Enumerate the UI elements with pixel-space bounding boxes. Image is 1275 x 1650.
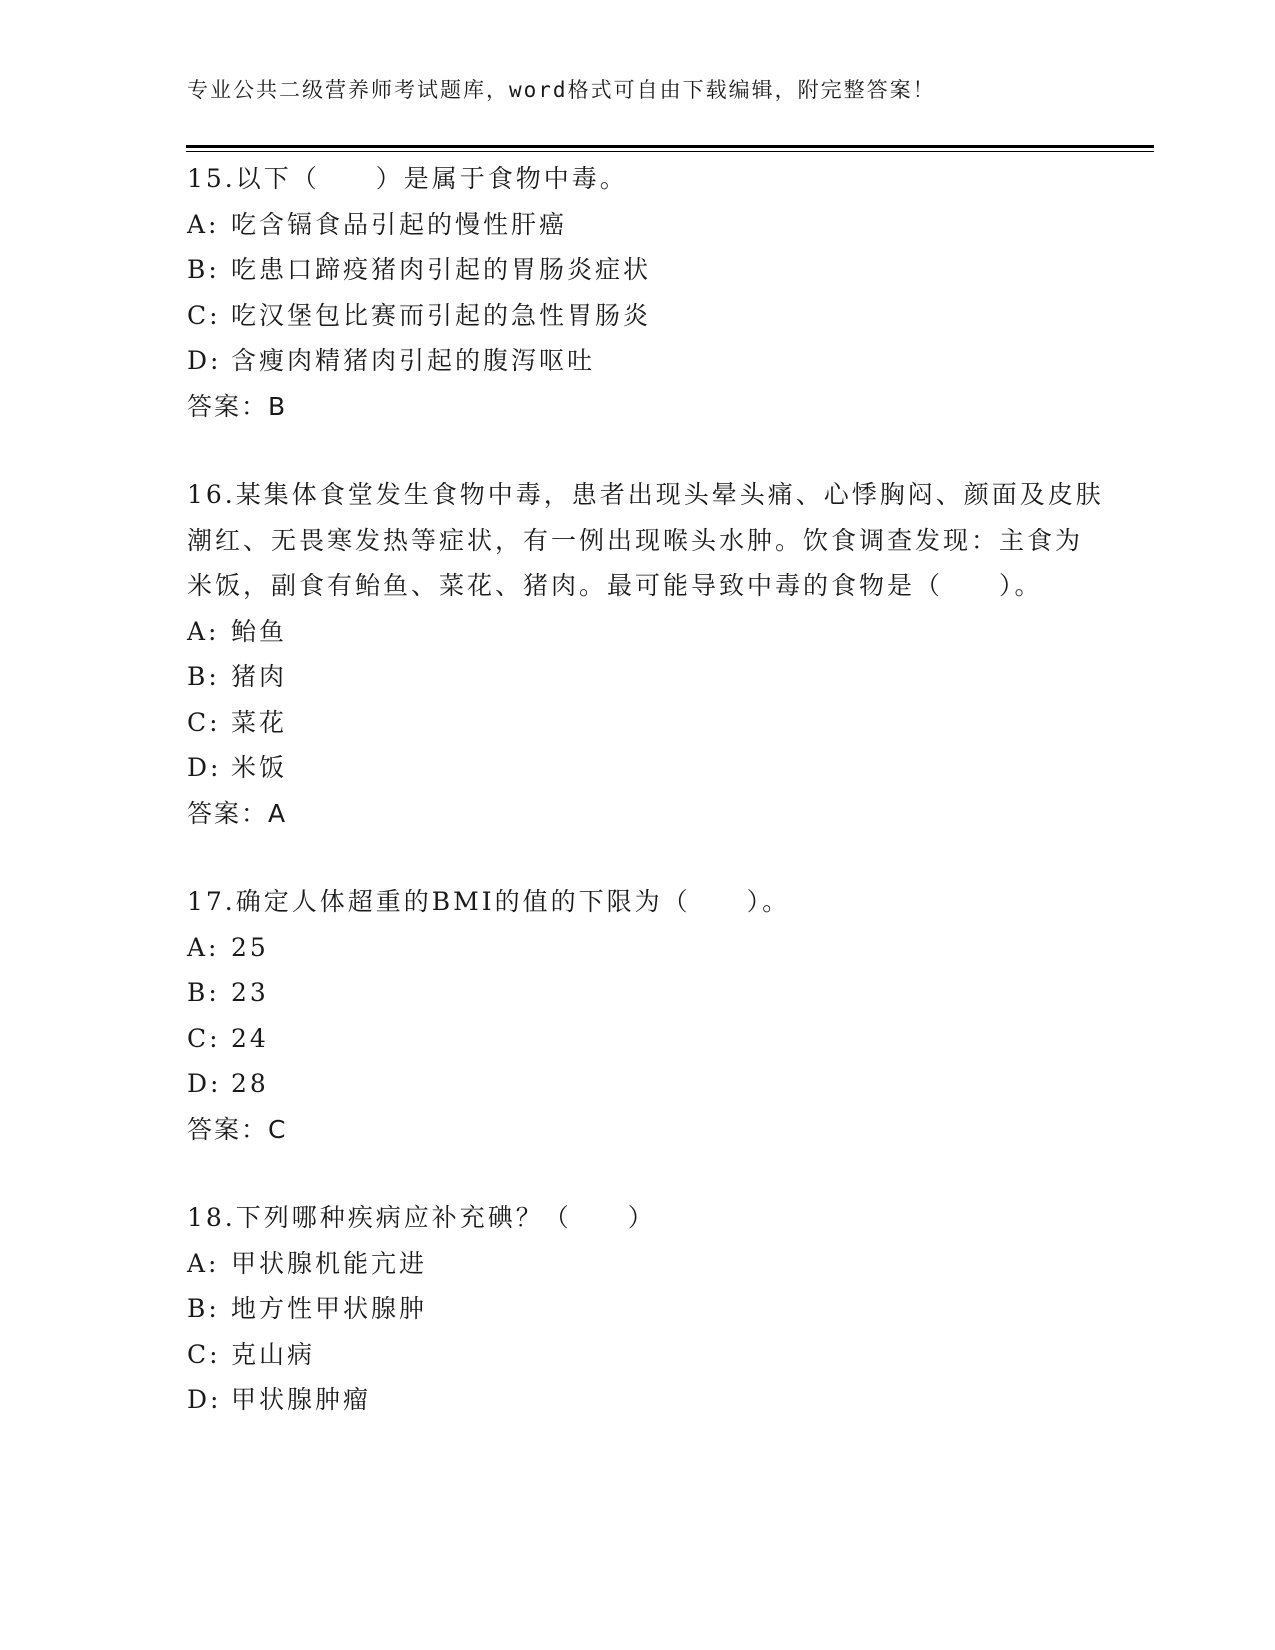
option-a bbox=[187, 202, 1107, 248]
option-letter: A: bbox=[187, 209, 220, 239]
option-d bbox=[187, 338, 1107, 384]
option-text: 吃患口蹄疫猪肉引起的胃肠炎症状 bbox=[231, 255, 652, 284]
option-b bbox=[187, 970, 1107, 1016]
option-text: 克山病 bbox=[231, 1339, 316, 1369]
option-letter: C: bbox=[187, 707, 221, 737]
option-letter: C: bbox=[187, 300, 221, 330]
option-c bbox=[187, 700, 1107, 746]
option-text: 吃含镉食品引起的慢性肝癌 bbox=[231, 209, 568, 239]
option-text: 24 bbox=[231, 1023, 269, 1053]
option-text: 23 bbox=[231, 978, 269, 1007]
option-a bbox=[187, 609, 1107, 655]
answer-text: 答案：C bbox=[187, 1114, 288, 1144]
option-letter: A: bbox=[187, 616, 220, 646]
option-a bbox=[187, 925, 1107, 971]
option-text: 甲状腺肿瘤 bbox=[231, 1385, 372, 1414]
question-text: 16.某集体食堂发生食物中毒，患者出现头晕头痛、心悸胸闷、颜面及皮肤潮红、无畏寒发热等症状，有一例出现喉头水肿。饮食调查发现：主食为米饭，副食有鲐鱼、菜花、猪肉。最可能导致中毒的食物是（ ）。 bbox=[187, 480, 1104, 600]
option-letter: D: bbox=[187, 346, 222, 375]
option-d bbox=[187, 1377, 1107, 1423]
header-rule-thin bbox=[186, 151, 1154, 152]
question-15 bbox=[187, 156, 1107, 429]
option-a bbox=[187, 1241, 1107, 1287]
option-b bbox=[187, 654, 1107, 700]
option-b bbox=[187, 247, 1107, 293]
option-letter: D: bbox=[187, 1385, 222, 1414]
answer-text: 答案：A bbox=[187, 798, 288, 828]
question-list bbox=[187, 156, 1107, 1466]
question-text: 18.下列哪种疾病应补充碘？（ ） bbox=[187, 1203, 656, 1232]
option-letter: B: bbox=[187, 662, 220, 691]
option-text: 地方性甲状腺肿 bbox=[231, 1294, 428, 1323]
page-header: 专业公共二级营养师考试题库，word格式可自由下载编辑，附完整答案！ bbox=[187, 78, 936, 102]
option-letter: D: bbox=[187, 753, 222, 782]
question-text: 15.以下（ ）是属于食物中毒。 bbox=[187, 164, 628, 193]
option-letter: B: bbox=[187, 978, 220, 1007]
question-16 bbox=[187, 472, 1107, 836]
option-letter: D: bbox=[187, 1069, 222, 1098]
option-letter: B: bbox=[187, 255, 220, 284]
question-18 bbox=[187, 1195, 1107, 1423]
option-letter: A: bbox=[187, 932, 220, 962]
option-text: 含瘦肉精猪肉引起的腹泻呕吐 bbox=[231, 346, 596, 375]
option-text: 28 bbox=[231, 1069, 269, 1098]
option-letter: C: bbox=[187, 1023, 221, 1053]
header-rule-thick bbox=[186, 145, 1154, 148]
option-d bbox=[187, 745, 1107, 791]
option-c bbox=[187, 1016, 1107, 1062]
option-text: 25 bbox=[231, 932, 269, 962]
option-text: 鲐鱼 bbox=[231, 616, 288, 646]
answer-text: 答案：B bbox=[187, 391, 288, 421]
option-text: 猪肉 bbox=[231, 662, 288, 691]
option-letter: C: bbox=[187, 1339, 221, 1369]
question-text: 17.确定人体超重的BMI的值的下限为（ ）。 bbox=[187, 887, 791, 916]
option-c bbox=[187, 1332, 1107, 1378]
option-c bbox=[187, 293, 1107, 339]
option-b bbox=[187, 1286, 1107, 1332]
option-letter: A: bbox=[187, 1248, 220, 1278]
option-d bbox=[187, 1061, 1107, 1107]
question-17 bbox=[187, 879, 1107, 1152]
option-text: 米饭 bbox=[231, 753, 288, 782]
option-text: 甲状腺机能亢进 bbox=[231, 1248, 428, 1278]
option-letter: B: bbox=[187, 1294, 220, 1323]
option-text: 吃汉堡包比赛而引起的急性胃肠炎 bbox=[231, 300, 652, 330]
option-text: 菜花 bbox=[231, 707, 288, 737]
